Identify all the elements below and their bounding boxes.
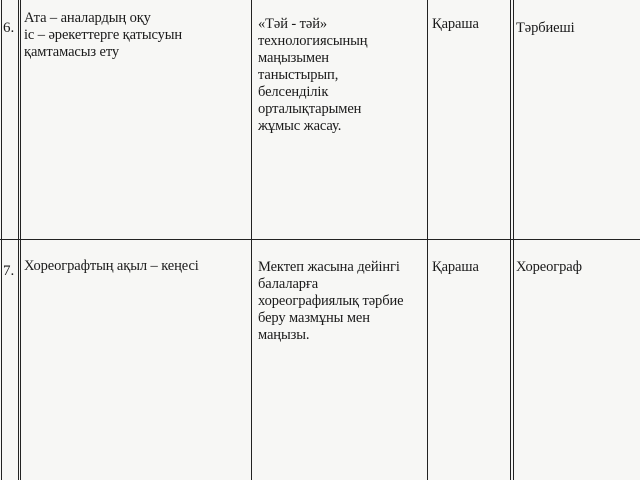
- content-cell: «Тәй - тәй» технологиясының маңызымен таныстырып, белсенділік орталықтарымен жұмыс жасау.: [258, 16, 368, 134]
- responsible-cell: Тәрбиеші: [516, 20, 575, 36]
- responsible-cell: Хореограф: [516, 259, 582, 275]
- content-column-divider: [427, 0, 428, 480]
- month-column-divider: [510, 0, 511, 480]
- content-cell: Мектеп жасына дейінгі балаларға хореографиялық тәрбие беру мазмұны мен маңызы.: [258, 259, 404, 343]
- row-number: 6.: [3, 20, 15, 36]
- month-cell: Қараша: [432, 259, 479, 275]
- event-column-divider: [251, 0, 252, 480]
- table-border-left: [1, 0, 2, 480]
- row-divider: [0, 239, 640, 240]
- row-number: 7.: [3, 263, 15, 279]
- number-column-divider: [18, 0, 19, 480]
- month-column-divider-inner: [513, 0, 514, 480]
- number-column-divider-inner: [20, 0, 21, 480]
- event-cell: Ата – аналардың оқу іс – әрекеттерге қатысуын қамтамасыз ету: [24, 10, 183, 60]
- month-cell: Қараша: [432, 16, 479, 32]
- event-cell: Хореографтың ақыл – кеңесі: [24, 258, 199, 274]
